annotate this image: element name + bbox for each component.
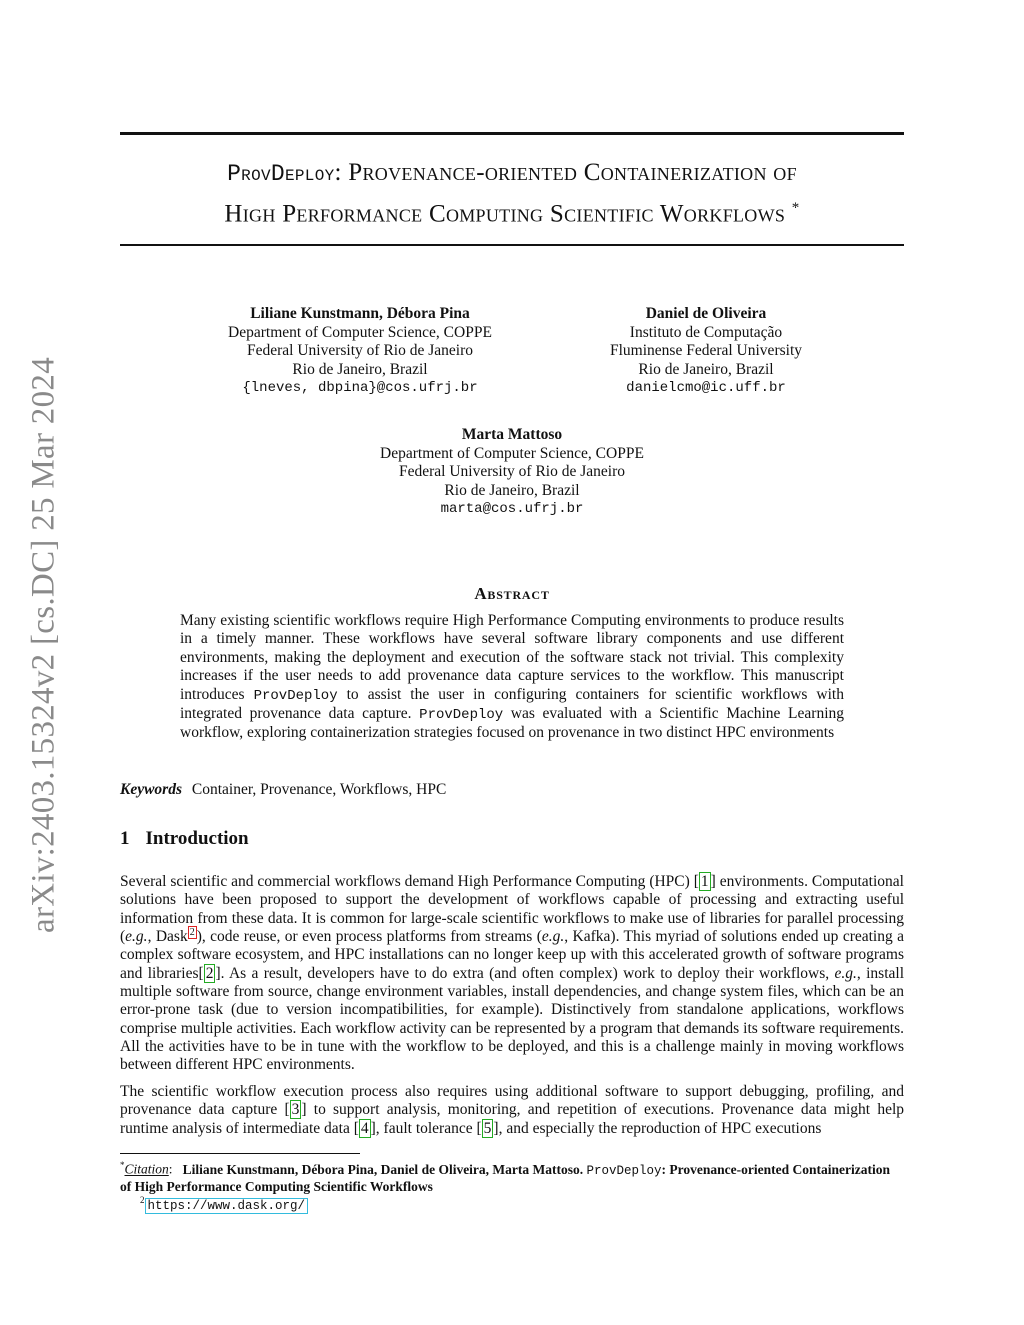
citation-link[interactable]: 1 <box>700 873 709 890</box>
citation-link[interactable]: 3 <box>291 1101 300 1119</box>
title-footnote-mark: * <box>791 200 800 216</box>
abstract-code: ProvDeploy <box>419 707 504 724</box>
citation-title: : Provenance-oriented Containerization of High Performance Computing Scientific Workflows <box>120 1161 891 1194</box>
arxiv-identifier: arXiv:2403.15324v2 [cs.DC] 25 Mar 2024 <box>25 357 62 933</box>
citation-label: Citation <box>124 1161 169 1177</box>
text-run: Several scientific and commercial workflows demand High Performance Computing (HPC) [ <box>120 873 699 890</box>
title-bottom-rule <box>120 244 904 246</box>
author-name: Daniel de Oliveira <box>645 305 767 322</box>
citation-authors: Liliane Kunstmann, Débora Pina, Daniel de Oliveira, Marta Mattoso. <box>182 1161 584 1177</box>
citation-link[interactable]: 4 <box>360 1119 369 1137</box>
abstract-code: ProvDeploy <box>253 687 338 704</box>
intro-paragraph-1 <box>120 873 904 1075</box>
abstract-heading: Abstract <box>474 584 550 603</box>
citation-link[interactable]: 2 <box>205 964 214 982</box>
text-run: The scientific workflow execution process also requires using additional software to support debugging, profiling, and provenance data capture [ <box>120 1083 904 1119</box>
keywords <box>120 781 446 799</box>
text-run: e.g. <box>834 964 857 982</box>
author-location: Rio de Janeiro, Brazil <box>292 360 428 378</box>
author-block-2 <box>566 305 846 398</box>
author-email[interactable]: marta@cos.ufrj.br <box>440 501 584 517</box>
text-run: e.g. <box>541 928 565 946</box>
text-run: ] environments. Computational solutions have been proposed to support the development of workflows capable of processing and extracting useful information from these data. It is common for large-scale scientific workflows to make use of libraries for parallel processing ( <box>120 873 904 946</box>
text-run: ]. As a result, developers have to do extra (and often complex) work to deploy their workflows, <box>215 964 835 982</box>
title-tool-name: ProvDeploy <box>227 161 335 187</box>
title-line1: : Provenance-oriented Containerization of <box>334 159 797 186</box>
author-dept: Department of Computer Science, COPPE <box>228 323 492 341</box>
author-email[interactable]: danielcmo@ic.uff.br <box>626 380 786 396</box>
abstract-part: to assist the user in configuring containers for scientific workflows with integrated provenance data capture. <box>180 685 844 723</box>
keywords-label: Keywords <box>120 781 182 798</box>
author-block-3 <box>332 426 692 519</box>
abstract-part: was evaluated with a Scientific Machine Learning workflow, exploring containerization strategies focused on provenance in two distinct HPC environments <box>180 705 844 742</box>
keywords-text: Container, Provenance, Workflows, HPC <box>191 781 447 798</box>
author-dept: Instituto de Computação <box>629 323 783 341</box>
paper-title <box>120 156 904 231</box>
text-run: ] to support analysis, monitoring, and repetition of executions. Provenance data might help runtime analysis of intermediate data [ <box>120 1101 904 1137</box>
citation-footnote: *Citation: Liliane Kunstmann, Débora Pina, Daniel de Oliveira, Marta Mattoso. ProvDeploy: Provenance-oriented Containerization of High Performance Computing Scientific Workflows <box>120 1160 891 1194</box>
author-institution: Fluminense Federal University <box>610 342 802 359</box>
author-dept: Department of Computer Science, COPPE <box>380 444 644 462</box>
author-block-1 <box>180 305 540 398</box>
text-run: ], fault tolerance [ <box>370 1119 482 1137</box>
author-name: Marta Mattoso <box>461 426 563 443</box>
abstract-text <box>180 612 844 743</box>
author-name: Liliane Kunstmann, Débora Pina <box>250 305 470 322</box>
arxiv-sidebar <box>24 345 64 945</box>
footnote-mark: * <box>120 1160 125 1170</box>
footnote-mark: 2 <box>140 1195 145 1205</box>
intro-paragraph-2 <box>120 1083 904 1138</box>
footnote-url-link[interactable]: https://www.dask.org/ <box>145 1198 309 1214</box>
author-institution: Federal University of Rio de Janeiro <box>399 463 625 480</box>
author-email[interactable]: {lneves, dbpina}@cos.ufrj.br <box>242 380 478 396</box>
author-location: Rio de Janeiro, Brazil <box>444 481 580 499</box>
abstract-part: Many existing scientific workflows require High Performance Computing environments to produce results in a timely manner. These workflows have several software library components and use different environments, making the deployment and execution of the software stack not trivial. This complexity increases if the user needs to add provenance data capture services to the workflow. This manuscript introduces <box>180 612 844 703</box>
section-heading <box>120 828 249 850</box>
text-run: ), code reuse, or even process platforms from streams ( <box>196 928 542 946</box>
footnote-2 <box>140 1192 924 1214</box>
text-run: , Dask <box>147 928 188 946</box>
section-title: Introduction <box>145 828 249 849</box>
section-number: 1 <box>120 828 130 849</box>
text-run: , Kafka). This myriad of solutions ended up creating a complex software ecosystem, and HPC installations can no longer keep up with this accelerated growth of software programs and libraries[ <box>120 928 905 982</box>
author-institution: Federal University of Rio de Janeiro <box>247 342 473 359</box>
citation-link[interactable]: 5 <box>483 1119 492 1137</box>
footnote-rule <box>120 1153 360 1154</box>
text-run: , install multiple software from source, change environment variables, install dependencies, and change system files, which can be an error-prone task (due to version incompatibilities, for example). Distinctively from standalone applications, workflows comprise multiple activities. Each workflow activity can be represented by a program that demands its software requirements. All the activities have to be in tune with the workflow to be deployed, and this is a challenge mainly in moving workflows between different HPC environments. <box>120 964 905 1074</box>
citation-tool: ProvDeploy <box>586 1163 662 1178</box>
footnote-link[interactable]: 2 <box>189 926 195 938</box>
title-line2: High Performance Computing Scientific Workflows <box>224 200 786 228</box>
text-run: ], and especially the reproduction of HPC executions <box>493 1119 822 1137</box>
title-top-rule <box>120 132 904 135</box>
author-location: Rio de Janeiro, Brazil <box>638 360 774 378</box>
text-run: e.g. <box>125 928 148 946</box>
